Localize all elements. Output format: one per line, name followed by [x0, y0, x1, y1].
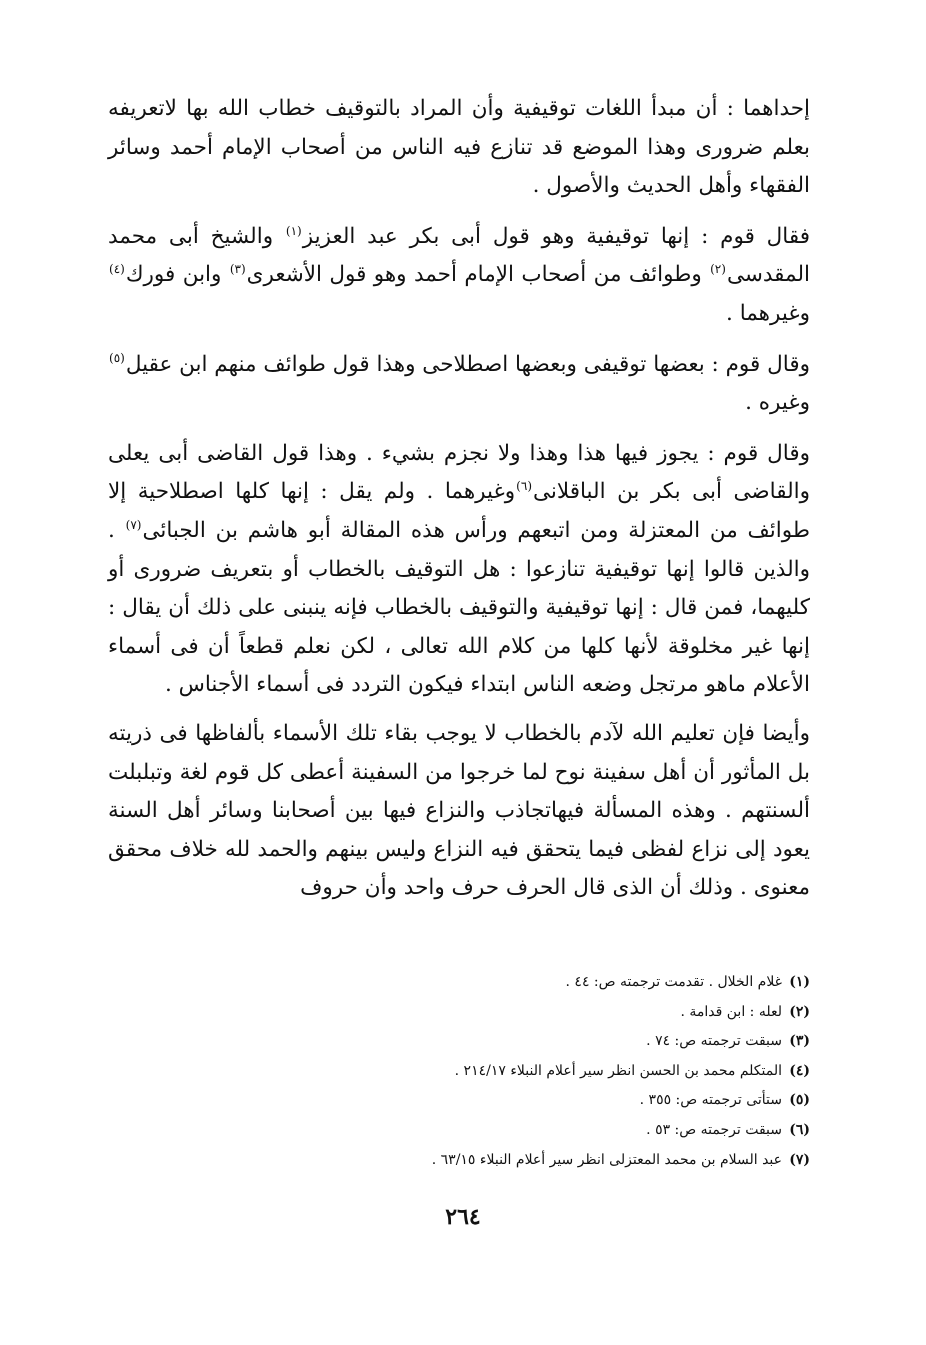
footnote-ref-5[interactable]: (٥)	[109, 351, 125, 366]
paragraph-2	[108, 218, 810, 334]
footnote-text: سبقت ترجمته ص: ٥٣ .	[646, 1121, 782, 1138]
footnote-number: (٦)	[789, 1121, 810, 1138]
paragraph-5-text: وأيضا فإن تعليم الله لآدم بالخطاب لا يوجب بقاء تلك الأسماء بألفاظها فى ذريته بل المأثور أن أهل سفينة نوح لما خرجوا من السفينة أعطى كل قوم لغة وتبلبلت ألسنتهم . وهذه المسألة فيهاتجاذب والنزاع فيها بين أصحابنا وسائر أهل السنة يعود إلى نزاع لفظى فيما يتحقق فيه النزاع وليس بينهم والحمد لله خلاف محقق معنوى . وذلك أن الذى قال الحرف حرف واحد وأن حروف	[108, 720, 810, 901]
paragraph-4-text-a: وقال قوم : يجوز فيها هذا وهذا ولا نجزم بشيء . وهذا قول القاضى أبى يعلى والقاضى أبى بكر بن الباقلانى	[108, 440, 810, 505]
paragraph-5	[108, 715, 810, 908]
footnote-text: المتكلم محمد بن الحسن انظر سير أعلام النبلاء ٢١٤/١٧ .	[454, 1062, 782, 1079]
paragraph-3-text-b: وغيره .	[745, 390, 810, 416]
paragraph-4-text-c: . والذين قالوا إنها توقيفية تنازعوا : هل التوقيف بالخطاب أو بتعريف ضرورى أو كليهما، فمن قال : إنها توقيفية والتوقيف بالخطاب فإنه ينبنى على ذلك أن يقال : إنها غير مخلوقة لأنها كلها من كلام الله تعالى ، لكن نعلم قطعاً أن فى أسماء الأعلام ماهو مرتجل وضعه الناس ابتداء فيكون التردد فى أسماء الأجناس .	[108, 517, 810, 698]
footnote-text: سبقت ترجمته ص: ٧٤ .	[646, 1033, 782, 1050]
footnote-3	[300, 1027, 810, 1057]
footnote-ref-6[interactable]: (٦)	[516, 479, 532, 494]
footnote-ref-7[interactable]: (٧)	[125, 517, 142, 532]
page-number: ٢٦٤	[445, 1204, 481, 1230]
footnote-6	[300, 1116, 810, 1146]
footnote-2	[300, 998, 810, 1028]
paragraph-1	[108, 90, 810, 206]
paragraph-1-text: إحداهما : أن مبدأ اللغات توقيفية وأن المراد بالتوقيف خطاب الله بها لاتعريفه بعلم ضرورى وهذا الموضع قد تنازع فيه الناس من أصحاب الإمام أحمد وسائر الفقهاء وأهل الحديث والأصول .	[108, 96, 810, 199]
footnote-number: (٧)	[789, 1151, 810, 1168]
paragraph-3	[108, 346, 810, 423]
paragraph-2-text-b: والشيخ أبى محمد المقدسى	[108, 223, 810, 288]
footnote-ref-2[interactable]: (٢)	[710, 262, 726, 277]
footnote-7	[300, 1146, 810, 1176]
footnotes-list	[300, 968, 810, 1175]
footnote-ref-1[interactable]: (١)	[285, 223, 302, 238]
footnote-4	[300, 1057, 810, 1087]
footnote-text: ستأتى ترجمته ص: ٣٥٥ .	[639, 1092, 782, 1109]
footnote-1	[300, 968, 810, 998]
footnote-number: (٥)	[789, 1092, 810, 1109]
footnote-text: لعله : ابن قدامة .	[680, 1003, 782, 1020]
paragraph-4	[108, 435, 810, 705]
footnote-ref-4[interactable]: (٤)	[109, 262, 125, 277]
paragraph-2-text-a: فقال قوم : إنها توقيفية وهو قول أبى بكر عبد العزيز	[302, 223, 810, 249]
footnote-text: غلام الخلال . تقدمت ترجمته ص: ٤٤ .	[565, 974, 782, 990]
paragraph-2-text-e: وغيرهما .	[726, 300, 810, 326]
footnote-number: (٢)	[789, 1003, 810, 1020]
footnote-ref-3[interactable]: (٣)	[229, 262, 246, 277]
footnote-number: (٤)	[789, 1062, 810, 1079]
footnote-number: (١)	[789, 974, 810, 990]
footnote-5	[300, 1086, 810, 1116]
main-text	[108, 90, 810, 908]
footnote-text: عبد السلام بن محمد المعتزلى انظر سير أعلام النبلاء ٦٣/١٥ .	[431, 1151, 782, 1168]
footnote-number: (٣)	[789, 1033, 810, 1050]
paragraph-4-text-b: وغيرهما . ولم يقل : إنها كلها اصطلاحية إلا طوائف من المعتزلة ومن اتبعهم ورأس هذه المقالة أبو هاشم بن الجبائى	[108, 479, 810, 543]
paragraph-3-text-a: وقال قوم : بعضها توقيفى وبعضها اصطلاحى وهذا قول طوائف منهم ابن عقيل	[125, 351, 810, 377]
paragraph-2-text-d: وابن فورك	[125, 262, 229, 288]
paragraph-2-text-c: وطوائف من أصحاب الإمام أحمد وهو قول الأشعرى	[246, 262, 710, 288]
